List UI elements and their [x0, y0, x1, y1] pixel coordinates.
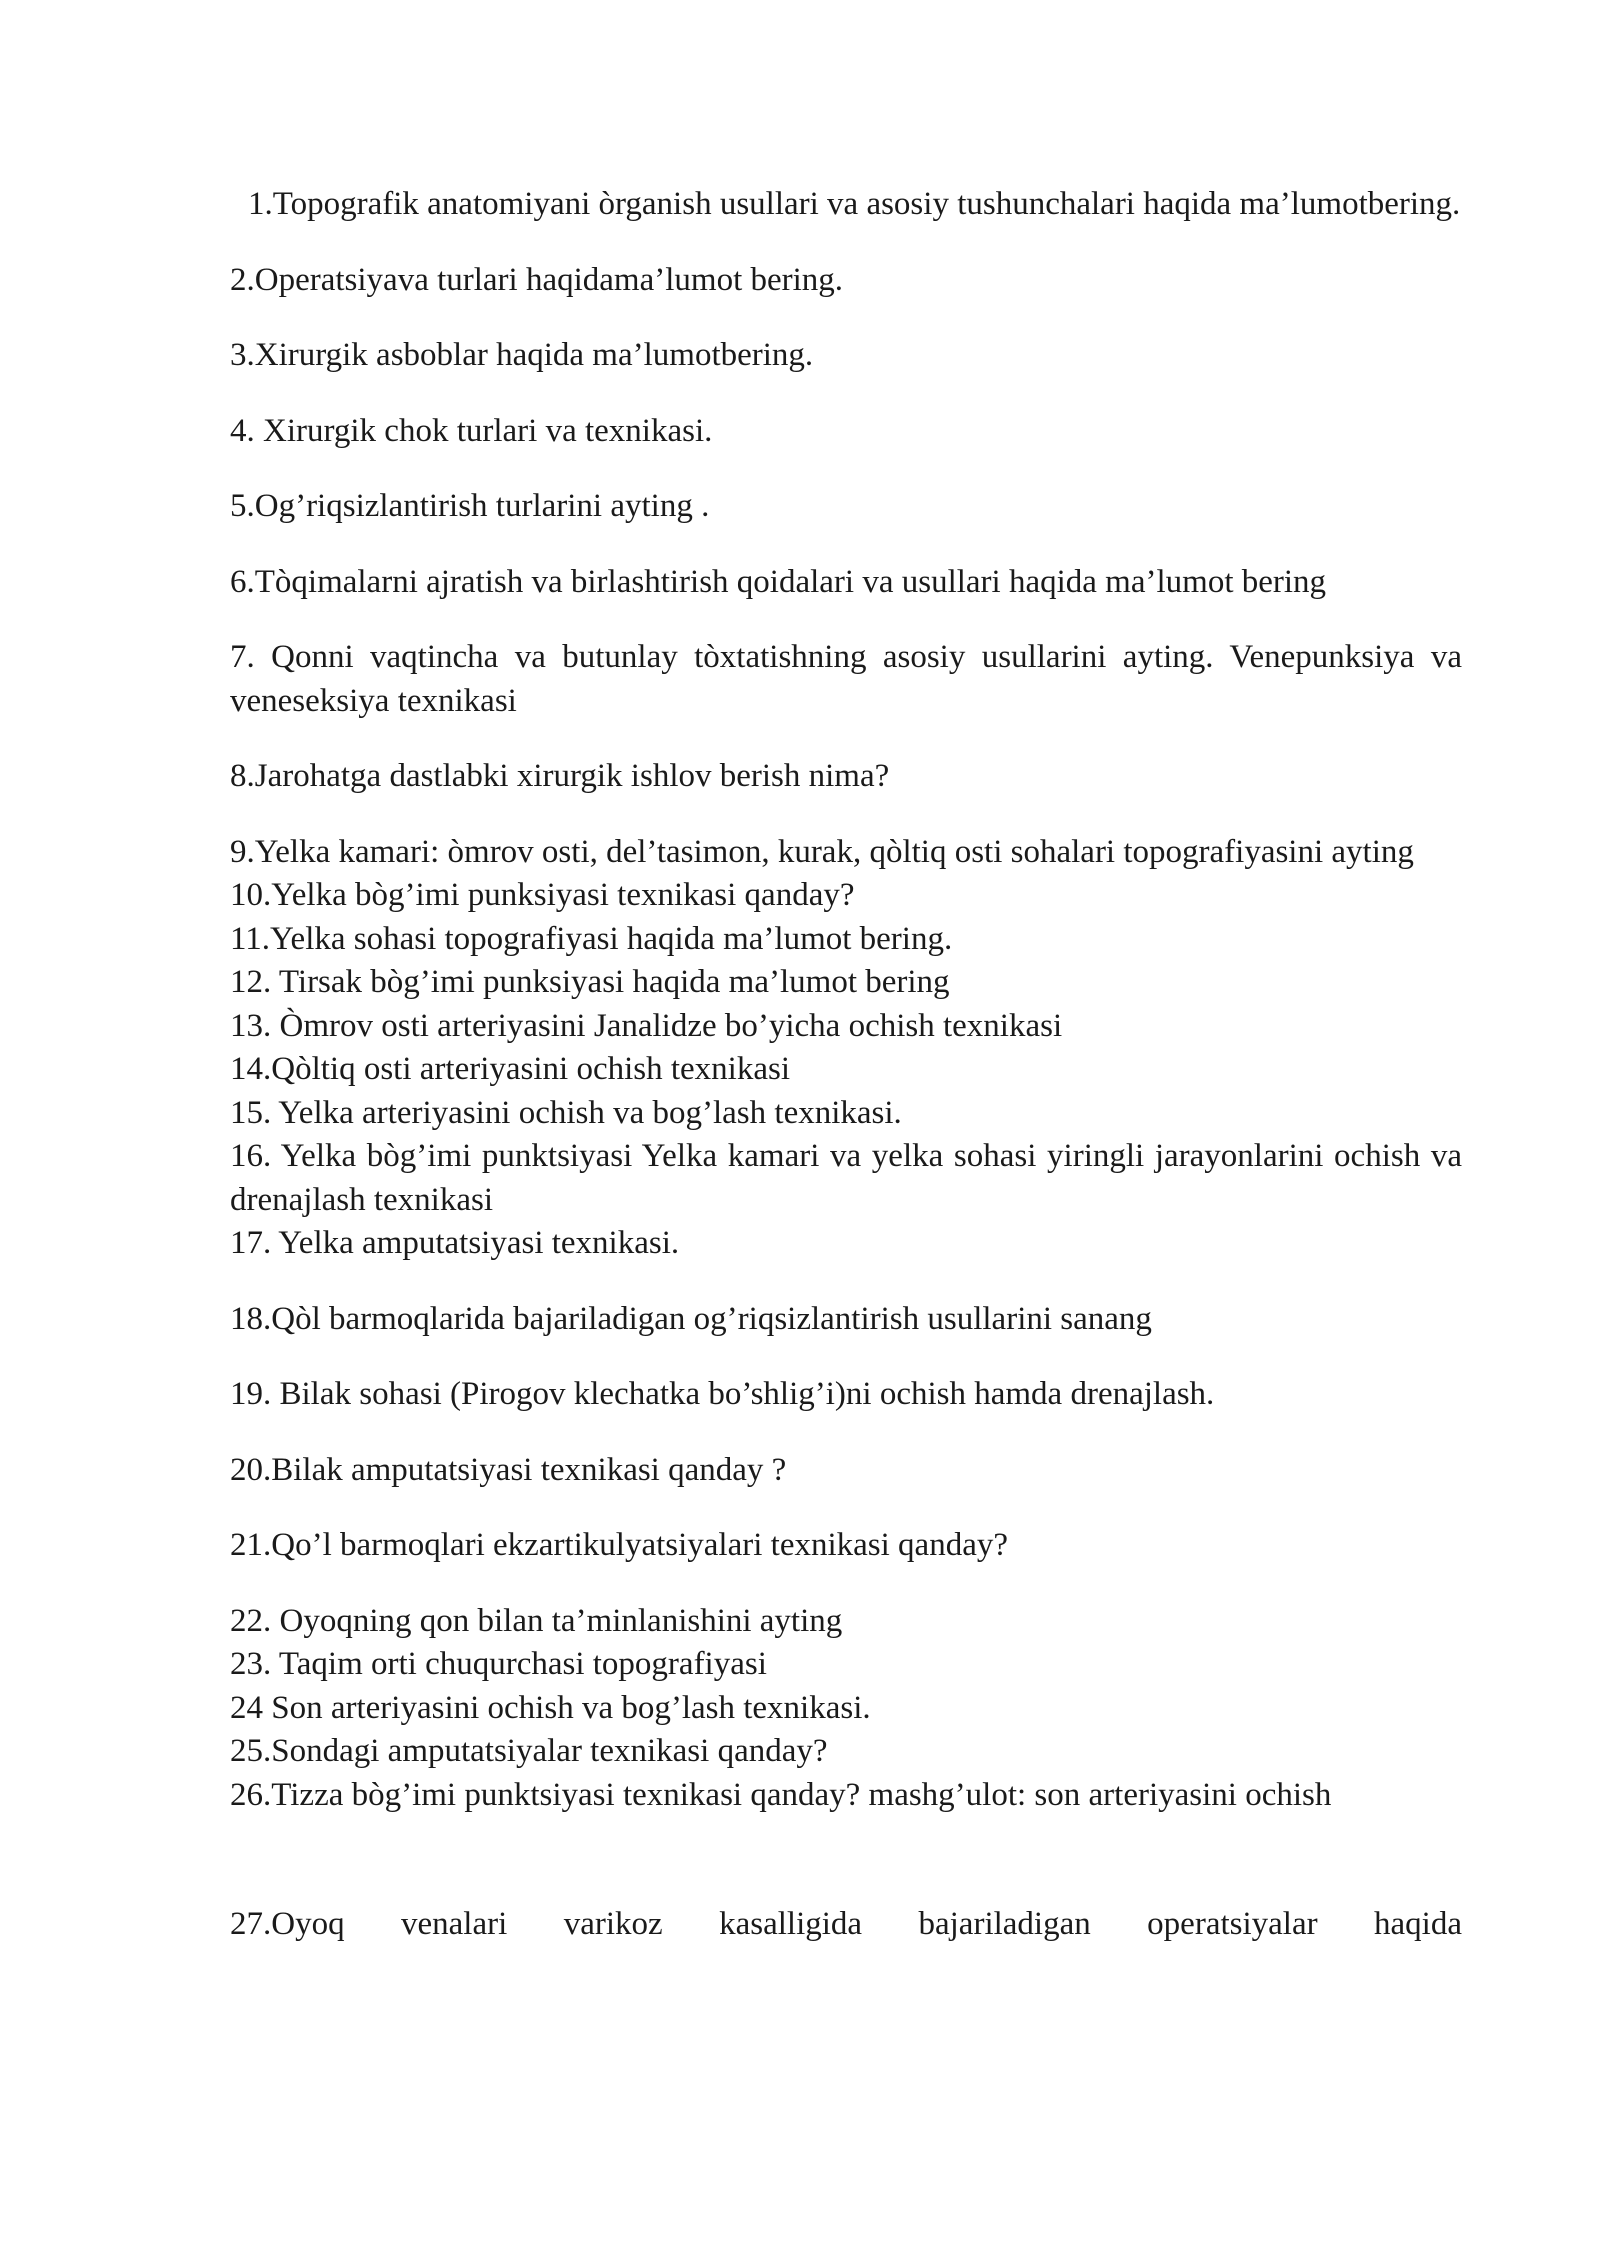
question-4: 4. Xirurgik chok turlari va texnikasi.	[230, 412, 713, 449]
question-27: 27.Oyoq venalari varikoz kasalligida bajariladigan operatsiyalar haqida	[230, 1906, 1462, 1942]
question-1: 1.Topografik anatomiyani òrganish usullari va asosiy tushunchalari haqida ma’lumotbering.	[248, 186, 1461, 222]
question-11: 11.Yelka sohasi topografiyasi haqida ma’lumot bering.	[230, 920, 953, 957]
question-14: 14.Qòltiq osti arteriyasini ochish texnikasi	[230, 1051, 791, 1087]
question-3: 3.Xirurgik asboblar haqida ma’lumotbering.	[230, 337, 814, 373]
question-18: 18.Qòl barmoqlarida bajariladigan og’riqsizlantirish usullarini sanang	[230, 1300, 1152, 1337]
question-22: 22. Oyoqning qon bilan ta’minlanishini ayting	[230, 1602, 843, 1639]
question-16: 16. Yelka bòg’imi punktsiyasi Yelka kamari va yelka sohasi yiringli jarayonlarini ochish va drenajlash texnikasi	[230, 1138, 1462, 1218]
question-24: 24 Son arteriyasini ochish va bog’lash texnikasi.	[230, 1689, 871, 1726]
question-20: 20.Bilak amputatsiyasi texnikasi qanday ?	[230, 1451, 787, 1488]
question-5: 5.Og’riqsizlantirish turlarini ayting .	[230, 488, 710, 524]
question-6: 6.Tòqimalarni ajratish va birlashtirish qoidalari va usullari haqida ma’lumot bering	[230, 563, 1327, 600]
document-page	[230, 183, 1462, 1947]
question-25: 25.Sondagi amputatsiyalar texnikasi qanday?	[230, 1733, 828, 1769]
question-7: 7. Qonni vaqtincha va butunlay tòxtatishning asosiy usullarini ayting. Venepunksiya va veneseksiya texnikasi	[230, 639, 1462, 719]
question-15: 15. Yelka arteriyasini ochish va bog’lash texnikasi.	[230, 1094, 902, 1131]
question-9: 9.Yelka kamari: òmrov osti, del’tasimon, kurak, qòltiq osti sohalari topografiyasini ayting	[230, 833, 1414, 870]
question-26: 26.Tizza bòg’imi punktsiyasi texnikasi qanday? mashg’ulot: son arteriyasini ochish	[230, 1776, 1332, 1813]
question-23: 23. Taqim orti chuqurchasi topografiyasi	[230, 1646, 767, 1682]
question-13: 13. Òmrov osti arteriyasini Janalidze bo’yicha ochish texnikasi	[230, 1007, 1063, 1044]
question-21: 21.Qo’l barmoqlari ekzartikulyatsiyalari texnikasi qanday?	[230, 1527, 1008, 1563]
question-10: 10.Yelka bòg’imi punksiyasi texnikasi qanday?	[230, 877, 855, 913]
question-17: 17. Yelka amputatsiyasi texnikasi.	[230, 1225, 680, 1261]
question-2: 2.Operatsiyava turlari haqidama’lumot bering.	[230, 261, 844, 298]
question-12: 12. Tirsak bòg’imi punksiyasi haqida ma’lumot bering	[230, 964, 950, 1000]
question-8: 8.Jarohatga dastlabki xirurgik ishlov berish nima?	[230, 758, 890, 794]
question-19: 19. Bilak sohasi (Pirogov klechatka bo’shlig’i)ni ochish hamda drenajlash.	[230, 1376, 1215, 1412]
